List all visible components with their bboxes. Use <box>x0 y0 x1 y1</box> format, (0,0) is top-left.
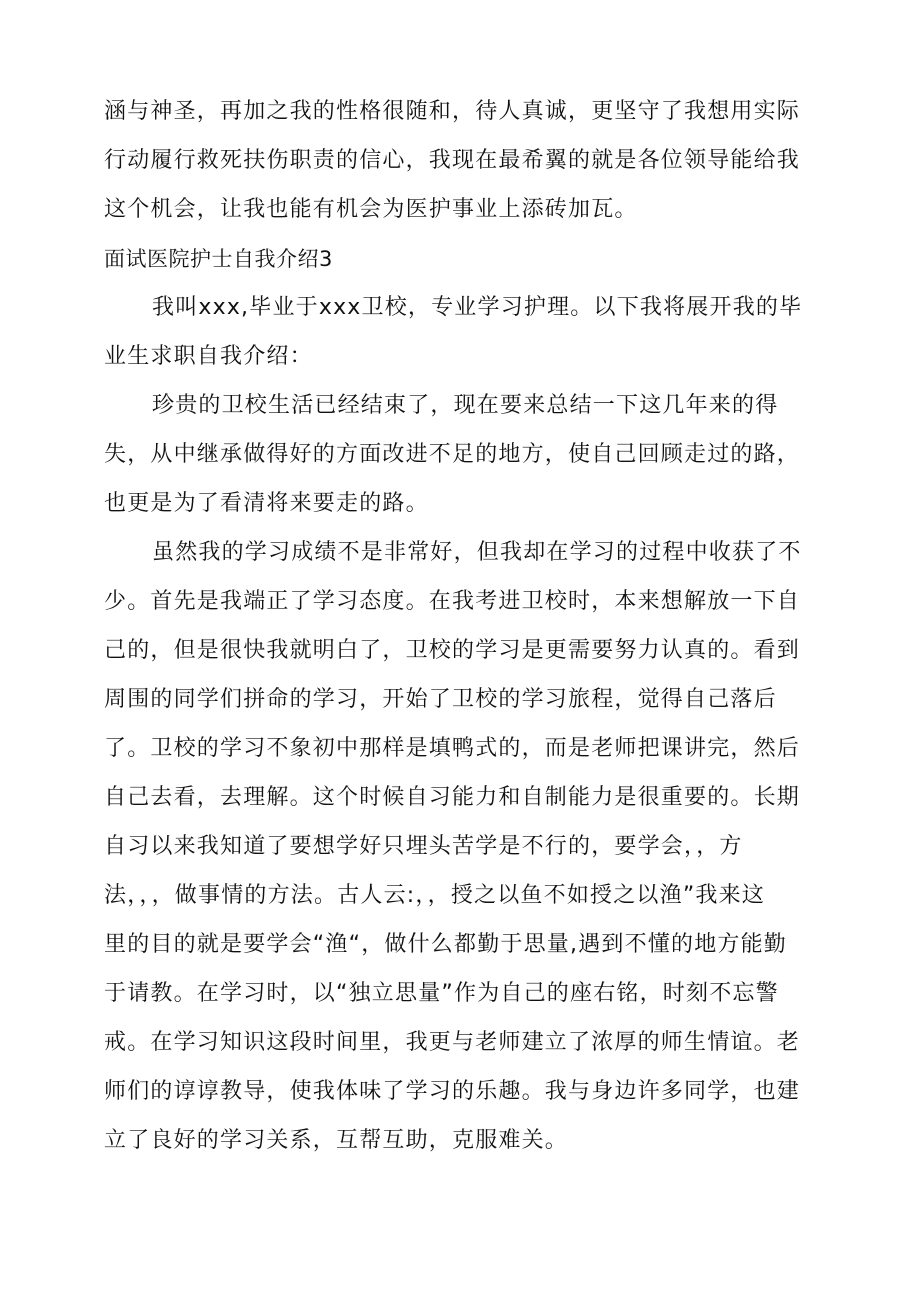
text-line: 于请教。在学习时，以“独立思量”作为自己的座右铭，时刻不忘警 <box>104 981 779 1006</box>
text-line: 这个机会，让我也能有机会为医护事业上添砖加瓦。 <box>104 197 638 222</box>
text-line: 虽然我的学习成绩不是非常好，但我却在学习的过程中收获了不 <box>152 540 802 565</box>
text-line: 珍贵的卫校生活已经结束了，现在要来总结一下这几年来的得 <box>152 393 779 418</box>
text-line: 涵与神圣，再加之我的性格很随和，待人真诚，更坚守了我想用实际 <box>104 99 801 124</box>
text-line: 少。首先是我端正了学习态度。在我考进卫校时，本来想解放一下自 <box>104 589 801 614</box>
text-line: 了。卫校的学习不象初中那样是填鸭式的，而是老师把课讲完，然后 <box>104 736 801 761</box>
text-line: 自习以来我知道了要想学好只埋头苦学是不行的，要学会，，方 <box>104 834 743 859</box>
text-line: 失，从中继承做得好的方面改进不足的地方，使自己回顾走过的路， <box>104 442 801 467</box>
text-line: 师们的谆谆教导，使我体味了学习的乐趣。我与身边许多同学，也建 <box>104 1079 801 1104</box>
text-line: 我叫xxx,毕业于xxx卫校，专业学习护理。以下我将展开我的毕 <box>152 295 803 320</box>
text-line: 己的，但是很快我就明白了，卫校的学习是更需要努力认真的。看到 <box>104 638 801 663</box>
section-heading: 面试医院护士自我介绍3 <box>104 247 333 271</box>
text-line: 戒。在学习知识这段时间里，我更与老师建立了浓厚的师生情谊。老 <box>104 1030 801 1055</box>
text-line: 也更是为了看清将来要走的路。 <box>104 491 429 516</box>
text-line: 行动履行救死扶伤职责的信心，我现在最希翼的就是各位领导能给我 <box>104 148 801 173</box>
text-line: 自己去看，去理解。这个时候自习能力和自制能力是很重要的。长期 <box>104 785 801 810</box>
text-line: 立了良好的学习关系，互帮互助，克服难关。 <box>104 1128 569 1153</box>
text-line: 业生求职自我介绍： <box>104 344 313 369</box>
text-line: 周围的同学们拼命的学习，开始了卫校的学习旅程，觉得自己落后 <box>104 687 777 712</box>
text-line: 里的目的就是要学会“渔“，做什么都勤于思量,遇到不懂的地方能勤 <box>104 932 787 957</box>
text-line: 法，，，做事情的方法。古人云:，，授之以鱼不如授之以渔”我来这 <box>104 883 766 908</box>
